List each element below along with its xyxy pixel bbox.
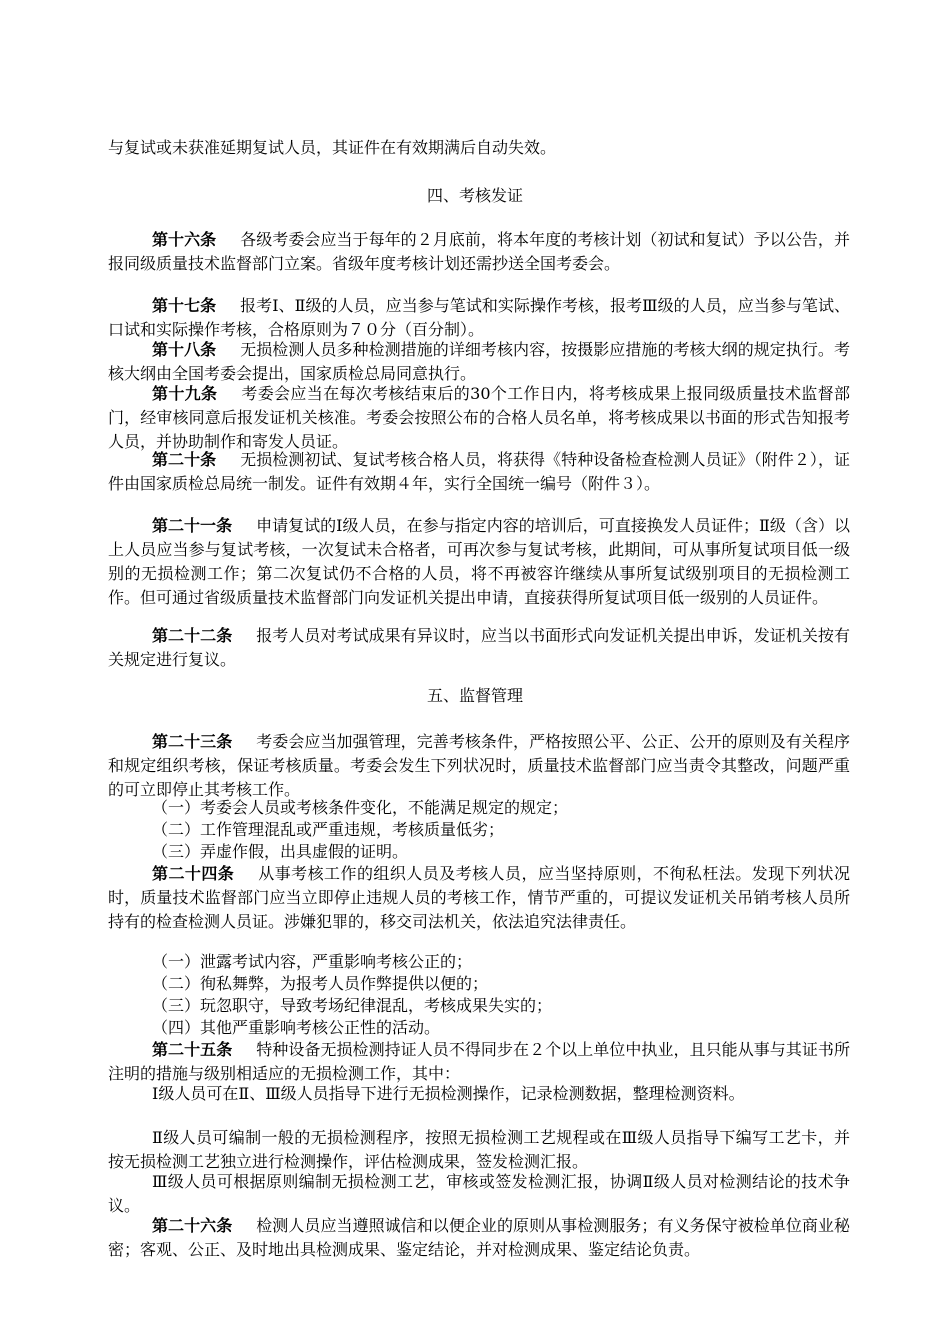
article-26 (108, 1214, 850, 1262)
article-number: 第二十一条 (152, 516, 233, 535)
lead-paragraph: 与复试或未获准延期复试人员，其证件在有效期满后自动失效。 (108, 138, 557, 157)
article-number: 第二十二条 (152, 626, 233, 645)
article-18 (108, 338, 850, 386)
article-text: 特种设备无损检测持证人员不得同步在２个以上单位中执业，且只能从事与其证书所注明的措施与级别相适应的无损检测工作，其中： (108, 1040, 850, 1083)
article-25-level-2: Ⅱ级人员可编制一般的无损检测程序，按照无损检测工艺规程或在Ⅲ级人员指导下编写工艺卡，并按无损检测工艺独立进行检测操作，评估检测成果，签发检测汇报。 (108, 1128, 850, 1171)
article-number: 第十八条 (152, 340, 217, 359)
article-text: 无损检测初试、复试考核合格人员，将获得《特种设备检查检测人员证》（附件２），证件由国家质检总局统一制发。证件有效期４年，实行全国统一编号（附件３）。 (108, 450, 850, 493)
article-text: 报考Ⅰ、Ⅱ级的人员，应当参与笔试和实际操作考核，报考Ⅲ级的人员，应当参与笔试、口试和实际操作考核，合格原则为７０分（百分制）。 (108, 296, 850, 339)
article-23-item-3: （三）弄虚作假，出具虚假的证明。 (152, 842, 409, 861)
article-25-level-3: Ⅲ级人员可根据原则编制无损检测工艺，审核或签发检测汇报，协调Ⅱ级人员对检测结论的技术争议。 (108, 1172, 850, 1215)
section-5-title: 五、监督管理 (426, 686, 523, 705)
article-23 (108, 730, 850, 802)
article-number: 第二十条 (152, 450, 217, 469)
article-20 (108, 448, 850, 496)
article-text: 考委会应当加强管理，完善考核条件，严格按照公平、公正、公开的原则及有关程序和规定组织考核，保证考核质量。考委会发生下列状况时，质量技术监督部门应当责令其整改，问题严重的可立即停止其考核工作。 (108, 732, 850, 799)
article-16 (108, 228, 850, 276)
section-4-title: 四、考核发证 (426, 186, 523, 205)
article-25-level-1: Ⅰ级人员可在Ⅱ、Ⅲ级人员指导下进行无损检测操作，记录检测数据，整理检测资料。 (152, 1084, 745, 1103)
article-text: 检测人员应当遵照诚信和以便企业的原则从事检测服务；有义务保守被检单位商业秘密；客观、公正、及时地出具检测成果、鉴定结论，并对检测成果、鉴定结论负责。 (108, 1216, 850, 1259)
article-number: 第二十四条 (152, 864, 235, 883)
article-24-item-1: （一）泄露考试内容，严重影响考核公正的； (152, 952, 473, 971)
article-number: 第二十五条 (152, 1040, 233, 1059)
article-number: 第十六条 (152, 230, 217, 249)
article-text: 申请复试的Ⅰ级人员，在参与指定内容的培训后，可直接换发人员证件；Ⅱ级（含）以上人员应当参与复试考核，一次复试未合格者，可再次参与复试考核，此期间，可从事所复试项目低一级别的无损检测工作；第二次复试仍不合格的人员，将不再被容许继续从事所复试级别项目的无损检测工作。但可通过省级质量技术监督部门向发证机关提出申请，直接获得所复试项目低一级别的人员证件。 (108, 516, 850, 607)
article-24-item-4: （四）其他严重影响考核公正性的活动。 (152, 1018, 441, 1037)
article-text: 无损检测人员多种检测措施的详细考核内容，按摄影应措施的考核大纲的规定执行。考核大纲由全国考委会提出，国家质检总局同意执行。 (108, 340, 850, 383)
article-24 (108, 862, 850, 934)
article-23-item-1: （一）考委会人员或考核条件变化，不能满足规定的规定； (152, 798, 569, 817)
article-23-item-2: （二）工作管理混乱或严重违规，考核质量低劣； (152, 820, 505, 839)
article-text: 各级考委会应当于每年的２月底前，将本年度的考核计划（初试和复试）予以公告，并报同级质量技术监督部门立案。省级年度考核计划还需抄送全国考委会。 (108, 230, 850, 273)
article-text: 从事考核工作的组织人员及考核人员，应当坚持原则，不徇私枉法。发现下列状况时，质量技术监督部门应当立即停止违规人员的考核工作，情节严重的，可提议发证机关吊销考核人员所持有的检查检测人员证。涉嫌犯罪的，移交司法机关，依法追究法律责任。 (108, 864, 850, 931)
article-25 (108, 1038, 850, 1086)
article-text: 考委会应当在每次考核结束后的30个工作日内，将考核成果上报同级质量技术监督部门，经审核同意后报发证机关核准。考委会按照公布的合格人员名单，将考核成果以书面的形式告知报考人员，并协助制作和寄发人员证。 (108, 384, 850, 451)
article-24-item-2: （二）徇私舞弊，为报考人员作弊提供以便的； (152, 974, 489, 993)
article-24-item-3: （三）玩忽职守，导致考场纪律混乱，考核成果失实的； (152, 996, 553, 1015)
article-number: 第二十三条 (152, 732, 233, 751)
article-19 (108, 382, 850, 454)
article-number: 第十九条 (152, 384, 218, 403)
article-number: 第二十六条 (152, 1216, 233, 1235)
article-22 (108, 624, 850, 672)
article-17 (108, 294, 850, 342)
article-text: 报考人员对考试成果有异议时，应当以书面形式向发证机关提出申诉，发证机关按有关规定进行复议。 (108, 626, 850, 669)
article-number: 第十七条 (152, 296, 217, 315)
article-21 (108, 514, 850, 610)
